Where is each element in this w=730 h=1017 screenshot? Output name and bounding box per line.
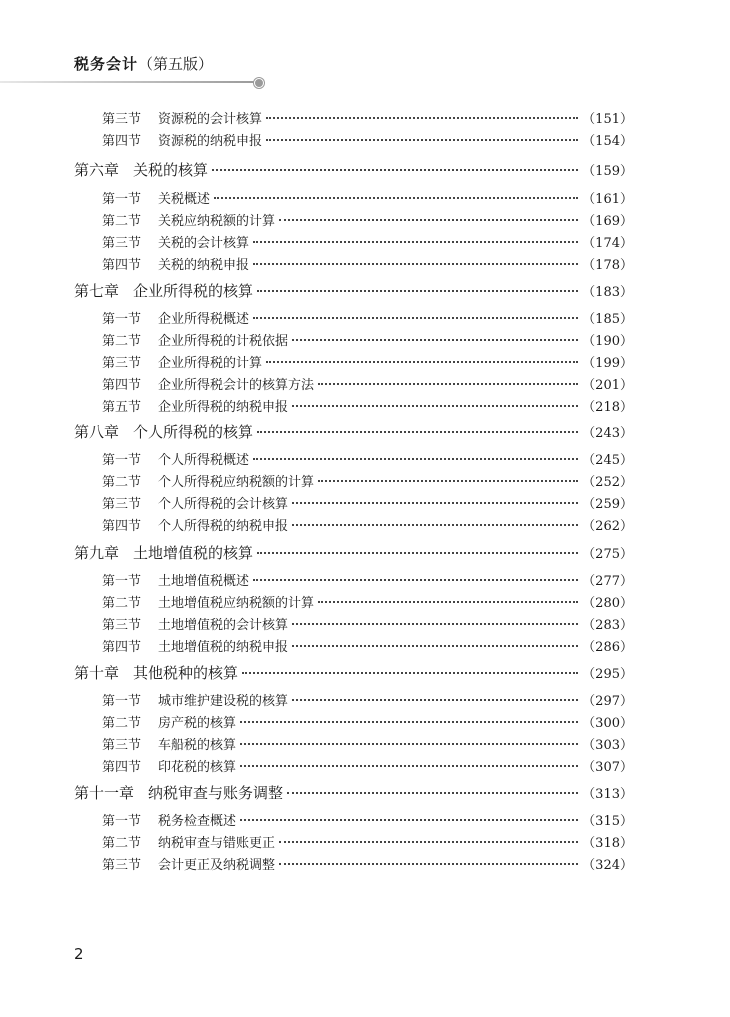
toc-entry-title: 关税的核算: [133, 161, 209, 179]
toc-entry-page: （300）: [582, 716, 633, 731]
toc-entry-page: （159）: [582, 164, 633, 179]
toc-entry-page: （199）: [582, 356, 633, 371]
toc-dot-leader: [240, 819, 578, 821]
toc-entry-page: （275）: [582, 547, 633, 562]
toc-section-entry: [0, 810, 730, 829]
toc-entry-page: （245）: [582, 453, 633, 468]
toc-section-entry: [0, 515, 730, 534]
toc-dot-leader: [253, 241, 578, 243]
book-title-text: 税务会计: [74, 55, 139, 73]
toc-entry-page: （286）: [582, 640, 633, 655]
toc-entry-title: 个人所得税的纳税申报: [158, 519, 289, 534]
toc-entry-number: 第十章: [74, 664, 120, 682]
toc-dot-leader: [257, 431, 578, 433]
toc-entry-number: 第二节: [102, 334, 142, 349]
toc-dot-leader: [266, 361, 578, 363]
toc-entry-number: 第二节: [102, 475, 142, 490]
toc-entry-page: （151）: [582, 112, 633, 127]
toc-entry-page: （280）: [582, 596, 633, 611]
toc-entry-number: 第四节: [102, 760, 142, 775]
toc-dot-leader: [279, 863, 578, 865]
toc-entry-page: （252）: [582, 475, 633, 490]
toc-entry-number: 第四节: [102, 378, 142, 393]
toc-entry-number: 第四节: [102, 640, 142, 655]
toc-entry-number: 第二节: [102, 596, 142, 611]
toc-entry-page: （307）: [582, 760, 633, 775]
toc-chapter-entry: [0, 421, 730, 442]
header-rule: [0, 81, 258, 83]
toc-entry-number: 第六章: [74, 161, 120, 179]
toc-section-entry: [0, 712, 730, 731]
toc-entry-page: （295）: [582, 667, 633, 682]
toc-entry-page: （303）: [582, 738, 633, 753]
toc-entry-number: 第三节: [102, 738, 142, 753]
toc-dot-leader: [292, 645, 578, 647]
toc-entry-title: 关税的纳税申报: [158, 258, 250, 273]
running-header: [0, 54, 730, 88]
toc-dot-leader: [240, 765, 578, 767]
toc-dot-leader: [292, 623, 578, 625]
toc-entry-number: 第三节: [102, 497, 142, 512]
toc-chapter-entry: [0, 542, 730, 563]
toc-dot-leader: [292, 339, 578, 341]
toc-entry-page: （169）: [582, 214, 633, 229]
toc-entry-title: 企业所得税的计算: [158, 356, 263, 371]
toc-entry-page: （183）: [582, 285, 633, 300]
toc-entry-title: 企业所得税的核算: [133, 282, 254, 300]
toc-section-entry: [0, 471, 730, 490]
toc-section-entry: [0, 570, 730, 589]
toc-entry-title: 纳税审查与错账更正: [158, 836, 276, 851]
toc-section-entry: [0, 374, 730, 393]
toc-entry-number: 第二节: [102, 214, 142, 229]
toc-entry-number: 第一节: [102, 192, 142, 207]
toc-dot-leader: [266, 139, 578, 141]
toc-entry-title: 土地增值税应纳税额的计算: [158, 596, 315, 611]
toc-dot-leader: [318, 480, 578, 482]
toc-section-entry: [0, 690, 730, 709]
toc-dot-leader: [212, 169, 578, 171]
toc-dot-leader: [253, 579, 578, 581]
toc-entry-number: 第二节: [102, 836, 142, 851]
toc-entry-title: 会计更正及纳税调整: [158, 858, 276, 873]
toc-entry-title: 资源税的纳税申报: [158, 134, 263, 149]
toc-section-entry: [0, 832, 730, 851]
toc-entry-page: （243）: [582, 426, 633, 441]
toc-entry-title: 印花税的核算: [158, 760, 237, 775]
toc-entry-title: 企业所得税的纳税申报: [158, 400, 289, 415]
toc-dot-leader: [279, 219, 578, 221]
toc-entry-page: （259）: [582, 497, 633, 512]
toc-entry-number: 第四节: [102, 258, 142, 273]
toc-dot-leader: [292, 502, 578, 504]
toc-entry-number: 第四节: [102, 134, 142, 149]
toc-entry-title: 车船税的核算: [158, 738, 237, 753]
toc-entry-number: 第一节: [102, 814, 142, 829]
toc-section-entry: [0, 396, 730, 415]
toc-entry-number: 第一节: [102, 453, 142, 468]
toc-entry-number: 第十一章: [74, 784, 135, 802]
toc-entry-title: 关税的会计核算: [158, 236, 250, 251]
toc-chapter-entry: [0, 159, 730, 180]
toc-section-entry: [0, 254, 730, 273]
toc-entry-page: （161）: [582, 192, 633, 207]
toc-dot-leader: [253, 263, 578, 265]
toc-dot-leader: [240, 743, 578, 745]
toc-section-entry: [0, 449, 730, 468]
toc-dot-leader: [253, 317, 578, 319]
toc-section-entry: [0, 108, 730, 127]
toc-entry-title: 关税应纳税额的计算: [158, 214, 276, 229]
toc-chapter-entry: [0, 280, 730, 301]
toc-dot-leader: [257, 552, 578, 554]
toc-entry-number: 第三节: [102, 858, 142, 873]
toc-entry-title: 土地增值税的会计核算: [158, 618, 289, 633]
toc-dot-leader: [242, 672, 578, 674]
toc-section-entry: [0, 854, 730, 873]
toc-section-entry: [0, 636, 730, 655]
toc-section-entry: [0, 352, 730, 371]
toc-dot-leader: [287, 792, 578, 794]
toc-entry-number: 第九章: [74, 544, 120, 562]
toc-entry-page: （174）: [582, 236, 633, 251]
toc-entry-page: （318）: [582, 836, 633, 851]
toc-entry-page: （324）: [582, 858, 633, 873]
toc-dot-leader: [253, 458, 578, 460]
toc-entry-page: （277）: [582, 574, 633, 589]
toc-chapter-entry: [0, 662, 730, 683]
page-number: 2: [74, 945, 84, 963]
toc-section-entry: [0, 734, 730, 753]
toc-section-entry: [0, 614, 730, 633]
toc-entry-number: 第五节: [102, 400, 142, 415]
toc-entry-number: 第三节: [102, 236, 142, 251]
toc-section-entry: [0, 493, 730, 512]
toc-section-entry: [0, 210, 730, 229]
toc-section-entry: [0, 756, 730, 775]
toc-entry-title: 企业所得税会计的核算方法: [158, 378, 315, 393]
toc-section-entry: [0, 330, 730, 349]
toc-entry-number: 第三节: [102, 356, 142, 371]
toc-dot-leader: [318, 601, 578, 603]
toc-dot-leader: [292, 524, 578, 526]
toc-entry-page: （315）: [582, 814, 633, 829]
toc-dot-leader: [279, 841, 578, 843]
toc-entry-number: 第一节: [102, 574, 142, 589]
toc-entry-title: 纳税审查与账务调整: [148, 784, 284, 802]
toc-entry-number: 第二节: [102, 716, 142, 731]
toc-entry-number: 第七章: [74, 282, 120, 300]
toc-chapter-entry: [0, 782, 730, 803]
toc-entry-number: 第一节: [102, 694, 142, 709]
toc-entry-page: （201）: [582, 378, 633, 393]
toc-entry-title: 个人所得税概述: [158, 453, 250, 468]
toc-entry-title: 个人所得税的核算: [133, 423, 254, 441]
header-dot-ornament: [254, 78, 264, 88]
toc-entry-page: （283）: [582, 618, 633, 633]
toc-dot-leader: [292, 699, 578, 701]
toc-dot-leader: [318, 383, 578, 385]
toc-dot-leader: [240, 721, 578, 723]
toc-dot-leader: [292, 405, 578, 407]
toc-entry-title: 土地增值税的核算: [133, 544, 254, 562]
toc-entry-title: 关税概述: [158, 192, 211, 207]
toc-dot-leader: [214, 197, 578, 199]
toc-section-entry: [0, 188, 730, 207]
toc-entry-title: 资源税的会计核算: [158, 112, 263, 127]
toc-entry-page: （297）: [582, 694, 633, 709]
toc-entry-title: 土地增值税概述: [158, 574, 250, 589]
toc-entry-number: 第三节: [102, 618, 142, 633]
toc-section-entry: [0, 232, 730, 251]
toc-dot-leader: [266, 117, 578, 119]
toc-entry-title: 企业所得税的计税依据: [158, 334, 289, 349]
toc-entry-number: 第三节: [102, 112, 142, 127]
toc-section-entry: [0, 308, 730, 327]
toc-entry-page: （185）: [582, 312, 633, 327]
toc-entry-page: （313）: [582, 787, 633, 802]
toc-entry-number: 第八章: [74, 423, 120, 441]
toc-entry-page: （190）: [582, 334, 633, 349]
toc-entry-page: （218）: [582, 400, 633, 415]
toc-entry-title: 土地增值税的纳税申报: [158, 640, 289, 655]
toc-entry-title: 税务检查概述: [158, 814, 237, 829]
toc-section-entry: [0, 592, 730, 611]
toc-entry-title: 个人所得税的会计核算: [158, 497, 289, 512]
toc-entry-title: 房产税的核算: [158, 716, 237, 731]
toc-entry-title: 个人所得税应纳税额的计算: [158, 475, 315, 490]
toc-entry-number: 第一节: [102, 312, 142, 327]
toc-entry-title: 城市维护建设税的核算: [158, 694, 289, 709]
toc-entry-title: 企业所得税概述: [158, 312, 250, 327]
toc-section-entry: [0, 130, 730, 149]
toc-entry-page: （178）: [582, 258, 633, 273]
toc-entry-page: （262）: [582, 519, 633, 534]
toc-entry-title: 其他税种的核算: [133, 664, 239, 682]
toc-dot-leader: [257, 290, 578, 292]
toc-entry-page: （154）: [582, 134, 633, 149]
toc-entry-number: 第四节: [102, 519, 142, 534]
book-edition: （第五版）: [138, 55, 214, 73]
book-title: [74, 54, 213, 74]
